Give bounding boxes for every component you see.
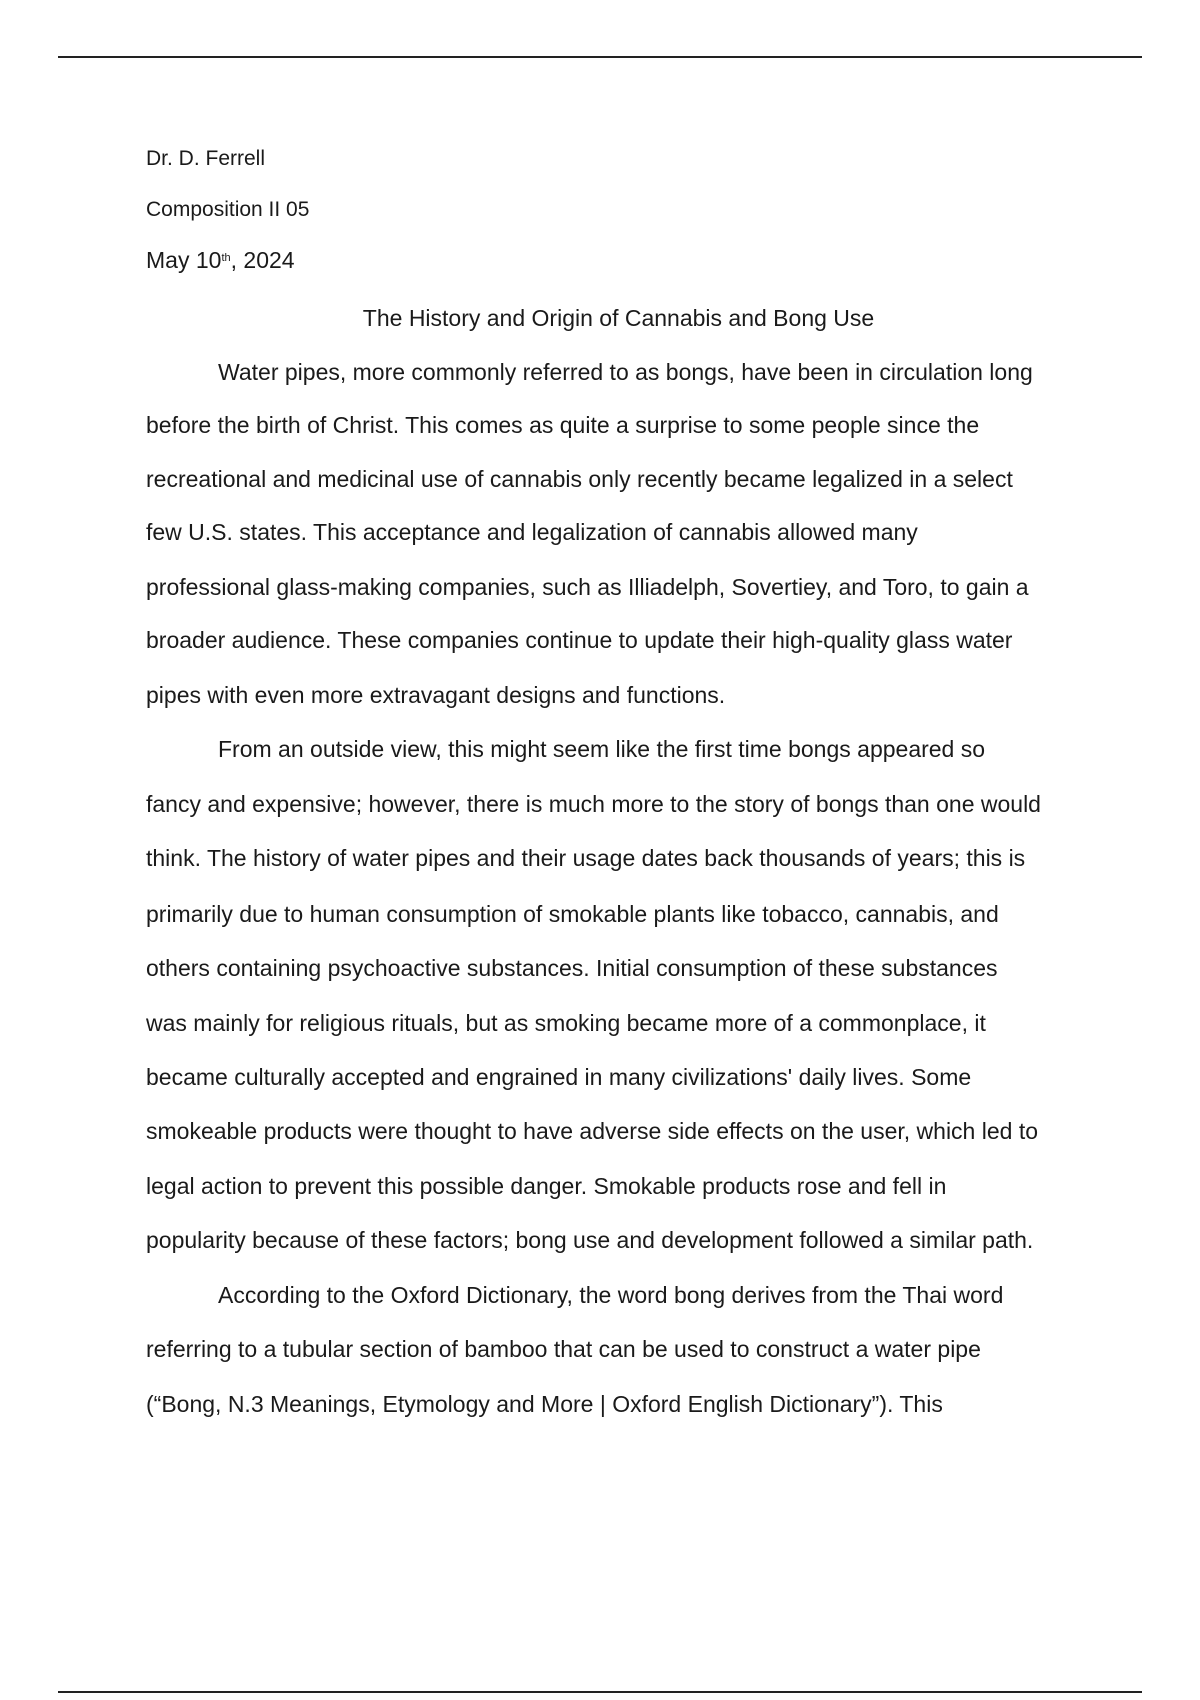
paragraph-2-line: From an outside view, this might seem like the first time bongs appeared so: [218, 736, 986, 762]
course-name: Composition II 05: [146, 198, 310, 221]
paragraph-2-line: legal action to prevent this possible danger. Smokable products rose and fell in: [146, 1173, 947, 1199]
paragraph-1-line: professional glass-making companies, such as Illiadelph, Sovertiey, and Toro, to gain a: [146, 574, 1029, 600]
paragraph-3-line: According to the Oxford Dictionary, the word bong derives from the Thai word: [218, 1282, 1004, 1308]
paragraph-2-line: think. The history of water pipes and their usage dates back thousands of years; this is: [146, 845, 1026, 871]
top-rule: [58, 56, 1142, 58]
paragraph-1-line: broader audience. These companies continue to update their high-quality glass water: [146, 627, 1013, 653]
paragraph-2-line: primarily due to human consumption of smokable plants like tobacco, cannabis, and: [146, 901, 999, 927]
paragraph-2-line: popularity because of these factors; bong use and development followed a similar path.: [146, 1227, 1034, 1253]
paragraph-2-line: became culturally accepted and engrained in many civilizations' daily lives. Some: [146, 1064, 972, 1090]
date-year: , 2024: [230, 247, 295, 273]
paragraph-1-line: pipes with even more extravagant designs and functions.: [146, 682, 726, 708]
essay-title: The History and Origin of Cannabis and Bong Use: [362, 305, 875, 331]
date-ordinal: th: [221, 252, 231, 264]
paragraph-2-line: smokeable products were thought to have adverse side effects on the user, which led to: [146, 1118, 1039, 1144]
paragraph-2-line: fancy and expensive; however, there is much more to the story of bongs than one would: [146, 791, 1041, 817]
date-month-day: May 10: [146, 247, 222, 273]
paragraph-1-line: recreational and medicinal use of cannabis only recently became legalized in a select: [146, 466, 1013, 492]
paragraph-2-line: was mainly for religious rituals, but as smoking became more of a commonplace, it: [146, 1010, 986, 1036]
paragraph-1-line: Water pipes, more commonly referred to as bongs, have been in circulation long: [218, 359, 1033, 385]
paragraph-3-line: (“Bong, N.3 Meanings, Etymology and More | Oxford English Dictionary”). This: [146, 1391, 943, 1417]
submission-date: [146, 246, 295, 274]
paragraph-1-line: before the birth of Christ. This comes as quite a surprise to some people since the: [146, 412, 980, 438]
paragraph-1-line: few U.S. states. This acceptance and legalization of cannabis allowed many: [146, 519, 918, 545]
bottom-rule: [58, 1691, 1142, 1693]
instructor-name: Dr. D. Ferrell: [146, 147, 266, 170]
paragraph-2-line: others containing psychoactive substances. Initial consumption of these substances: [146, 955, 998, 981]
paragraph-3-line: referring to a tubular section of bamboo that can be used to construct a water pipe: [146, 1336, 981, 1362]
